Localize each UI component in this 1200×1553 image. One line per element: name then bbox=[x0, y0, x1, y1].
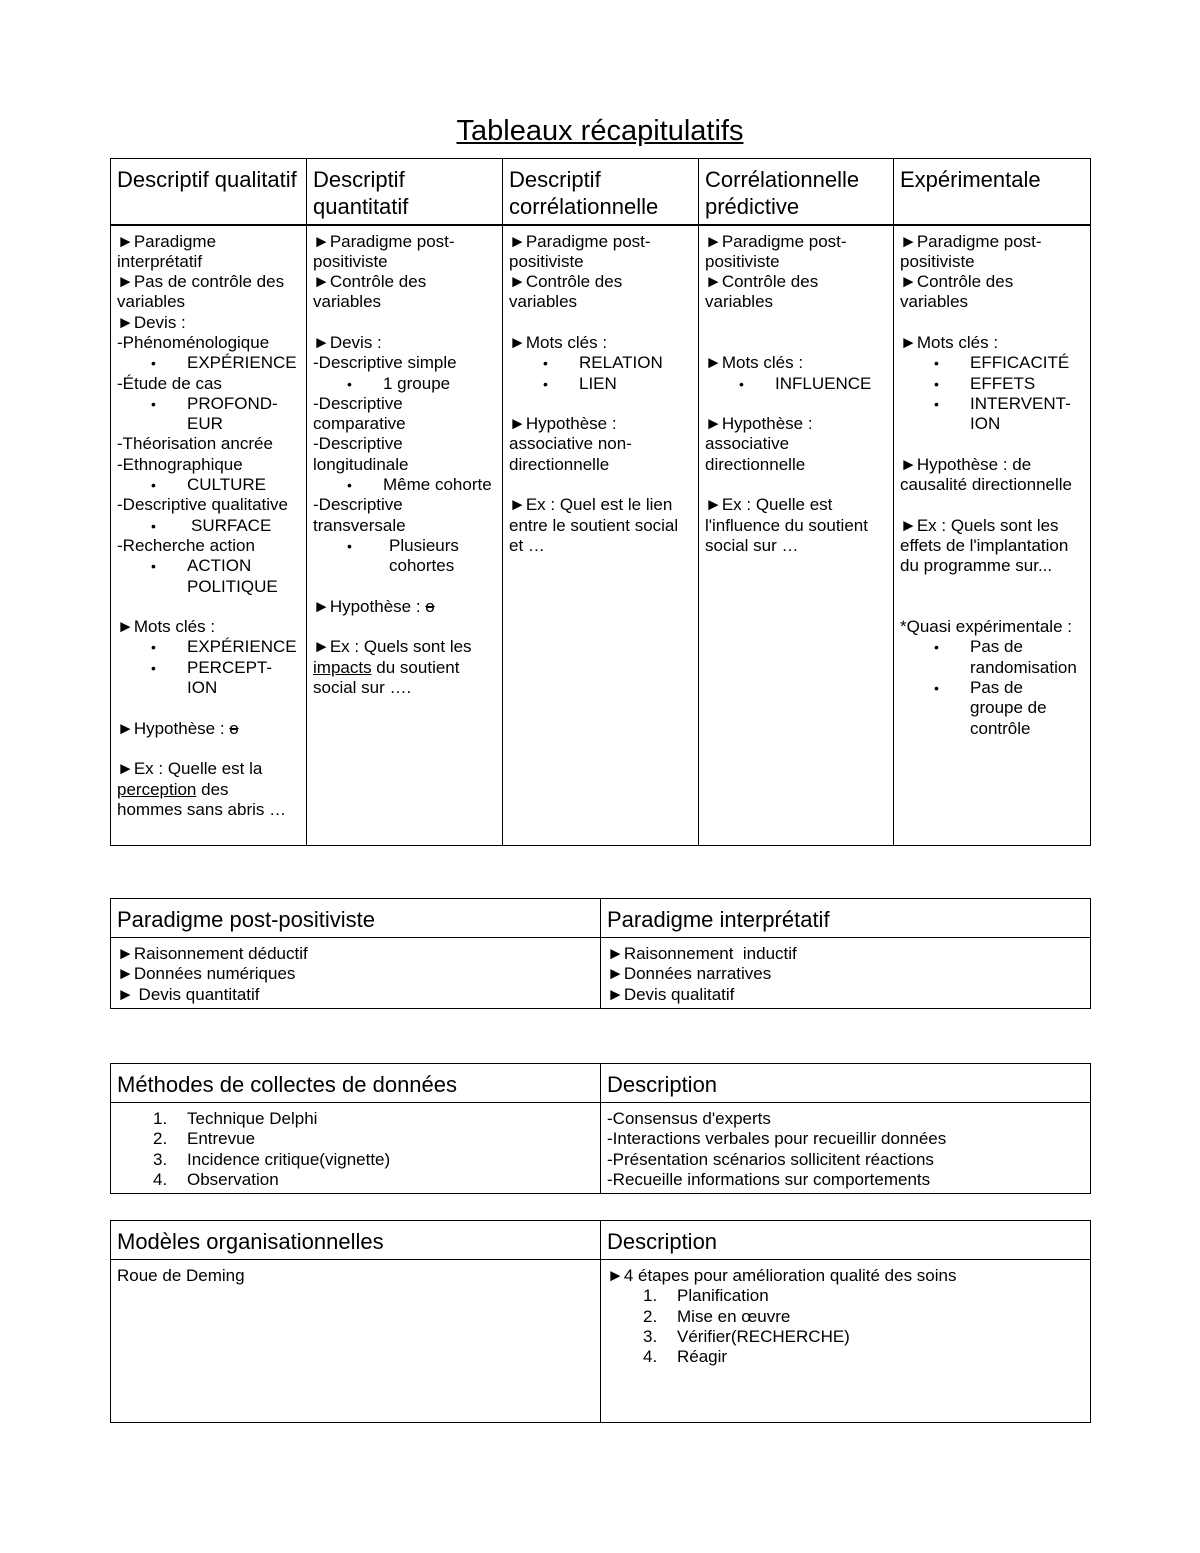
text-line: Roue de Deming bbox=[117, 1266, 245, 1285]
text-line: -Descriptive bbox=[313, 393, 403, 413]
hypothesis-label: ►Hypothèse : bbox=[117, 718, 230, 738]
header-description: Description bbox=[601, 1064, 1091, 1103]
text-line: ►Ex : Quelle est la bbox=[117, 759, 263, 779]
text-line: -Théorisation ancrée bbox=[117, 434, 273, 454]
header-descriptif-qualitatif: Descriptif qualitatif bbox=[111, 159, 307, 225]
text-line: hommes sans abris … bbox=[117, 799, 287, 819]
text-line: ►Ex : Quels sont les bbox=[900, 515, 1059, 535]
bullet-item: • PERCEPT- bbox=[117, 658, 300, 678]
text-line: -Descriptive simple bbox=[313, 353, 457, 373]
text-line: variables bbox=[509, 292, 578, 312]
text-line: *Quasi expérimentale : bbox=[900, 617, 1072, 637]
cell-descriptif-qualitatif bbox=[111, 225, 307, 846]
text-line: entre le soutient social bbox=[509, 515, 679, 535]
cell-experimentale bbox=[894, 225, 1091, 846]
text-line: ►4 étapes pour amélioration qualité des soins bbox=[607, 1266, 957, 1285]
list-number: 3. bbox=[153, 1149, 168, 1169]
bullet-item: • EXPÉRIENCE bbox=[117, 353, 300, 373]
text-line: longitudinale bbox=[313, 454, 409, 474]
text-line: positiviste bbox=[509, 251, 584, 271]
text-line: ►Paradigme post- bbox=[509, 231, 651, 251]
text-line: associative bbox=[705, 434, 790, 454]
hypothesis-line bbox=[313, 597, 496, 617]
text-line: -Étude de cas bbox=[117, 373, 222, 393]
list-text: Observation bbox=[187, 1169, 279, 1189]
text-line: -Phénoménologique bbox=[117, 332, 270, 352]
underlined-word: perception bbox=[117, 779, 197, 799]
hypothesis-line bbox=[117, 719, 300, 739]
text-line: et … bbox=[509, 535, 545, 555]
text-line: -Descriptive qualitative bbox=[117, 495, 289, 515]
header-correlationnelle-predictive: Corrélationnelle prédictive bbox=[699, 159, 894, 225]
list-number: 4. bbox=[153, 1169, 168, 1189]
header-descriptif-quantitatif: Descriptif quantitatif bbox=[307, 159, 503, 225]
text-line: ►Données numériques bbox=[117, 964, 296, 984]
text-line: positiviste bbox=[313, 251, 388, 271]
cell-methodes bbox=[111, 1103, 601, 1194]
bullet-item: • Pas de bbox=[900, 678, 1084, 698]
list-text: Incidence critique(vignette) bbox=[187, 1149, 391, 1169]
bullet-item: • SURFACE bbox=[117, 516, 300, 536]
text-line: ►Contrôle des bbox=[900, 272, 1014, 292]
cell-interpretatif bbox=[601, 938, 1091, 1009]
text-line: cohortes bbox=[389, 556, 455, 576]
list-item bbox=[607, 1347, 1084, 1367]
list-item bbox=[607, 1327, 1084, 1347]
text-line: ► Devis quantitatif bbox=[117, 984, 260, 1004]
text-line: ►Devis : bbox=[313, 332, 382, 352]
text-line: ►Ex : Quelle est bbox=[705, 495, 833, 515]
text-line: ►Paradigme post- bbox=[705, 231, 847, 251]
list-item bbox=[117, 1109, 594, 1129]
list-item bbox=[117, 1170, 594, 1190]
text-line: social sur …. bbox=[313, 678, 412, 698]
list-text: Planification bbox=[677, 1286, 769, 1306]
text-line: -Recueille informations sur comportements bbox=[607, 1169, 931, 1189]
text-line: -Consensus d'experts bbox=[607, 1109, 771, 1128]
page-title: Tableaux récapitulatifs bbox=[456, 115, 744, 147]
header-description: Description bbox=[601, 1221, 1091, 1260]
text-line: EUR bbox=[187, 414, 223, 434]
text-line: -Ethnographique bbox=[117, 454, 243, 474]
text-line: -Présentation scénarios sollicitent réactions bbox=[607, 1149, 934, 1169]
cell-descriptions bbox=[601, 1103, 1091, 1194]
list-number: 3. bbox=[643, 1326, 658, 1346]
text-fragment: des bbox=[196, 779, 229, 799]
bullet-item: • Plusieurs bbox=[313, 536, 496, 556]
list-text: Réagir bbox=[677, 1347, 728, 1367]
cell-model-description bbox=[601, 1260, 1091, 1423]
list-number: 4. bbox=[643, 1347, 658, 1367]
text-line: randomisation bbox=[970, 657, 1077, 677]
bullet-item: • LIEN bbox=[509, 374, 692, 394]
hypothesis-label: ►Hypothèse : bbox=[313, 596, 426, 616]
cell-descriptif-correlationnelle bbox=[503, 225, 699, 846]
data-collection-table bbox=[110, 1063, 1091, 1194]
text-line: groupe de bbox=[970, 698, 1047, 718]
text-line: ►Paradigme bbox=[117, 231, 217, 251]
bullet-item: • INTERVENT- bbox=[900, 394, 1084, 414]
text-line: comparative bbox=[313, 414, 406, 434]
organizational-models-table bbox=[110, 1220, 1091, 1423]
example-line bbox=[313, 658, 496, 678]
text-line: ION bbox=[187, 678, 218, 698]
text-line: positiviste bbox=[705, 251, 780, 271]
text-line: ►Ex : Quels sont les bbox=[313, 637, 472, 657]
text-line: associative non- bbox=[509, 434, 632, 454]
text-line: variables bbox=[117, 292, 186, 312]
text-line: ►Contrôle des bbox=[313, 272, 427, 292]
header-post-positiviste: Paradigme post-positiviste bbox=[111, 899, 601, 938]
text-line: ►Mots clés : bbox=[900, 332, 999, 352]
text-line: -Interactions verbales pour recueillir données bbox=[607, 1129, 947, 1149]
text-line: ►Pas de contrôle des bbox=[117, 272, 285, 292]
header-interpretatif: Paradigme interprétatif bbox=[601, 899, 1091, 938]
header-experimentale: Expérimentale bbox=[894, 159, 1091, 225]
text-line: effets de l'implantation bbox=[900, 535, 1069, 555]
text-line: ►Contrôle des bbox=[705, 272, 819, 292]
text-line: POLITIQUE bbox=[187, 576, 278, 596]
text-line: ION bbox=[970, 414, 1001, 434]
text-line: ►Devis qualitatif bbox=[607, 984, 735, 1004]
list-item bbox=[117, 1129, 594, 1149]
text-line: ►Contrôle des bbox=[509, 272, 623, 292]
list-item bbox=[117, 1150, 594, 1170]
text-line: transversale bbox=[313, 515, 406, 535]
underlined-word: impacts bbox=[313, 657, 372, 677]
text-line: variables bbox=[705, 292, 774, 312]
hypothesis-symbol: ɵ bbox=[229, 718, 239, 738]
bullet-item: • ACTION bbox=[117, 556, 300, 576]
text-line: ►Ex : Quel est le lien bbox=[509, 495, 673, 515]
bullet-item: • EXPÉRIENCE bbox=[117, 637, 300, 657]
text-line: ►Paradigme post- bbox=[900, 231, 1042, 251]
bullet-item: • PROFOND- bbox=[117, 394, 300, 414]
text-line: du programme sur... bbox=[900, 556, 1053, 576]
bullet-item: • Pas de bbox=[900, 637, 1084, 657]
text-line: ►Devis : bbox=[117, 312, 186, 332]
text-line: causalité directionnelle bbox=[900, 475, 1072, 495]
list-text: Technique Delphi bbox=[187, 1109, 318, 1128]
header-methodes: Méthodes de collectes de données bbox=[111, 1064, 601, 1103]
text-line: ►Mots clés : bbox=[117, 617, 216, 637]
text-line: variables bbox=[900, 292, 969, 312]
text-line: -Descriptive bbox=[313, 495, 403, 515]
list-text: Vérifier(RECHERCHE) bbox=[677, 1326, 850, 1346]
header-modeles: Modèles organisationnelles bbox=[111, 1221, 601, 1260]
text-fragment: du soutient bbox=[371, 657, 460, 677]
bullet-item: • CULTURE bbox=[117, 475, 300, 495]
list-number: 2. bbox=[153, 1129, 168, 1149]
list-item bbox=[607, 1286, 1084, 1306]
text-line: l'influence du soutient bbox=[705, 515, 868, 535]
text-line: ►Mots clés : bbox=[509, 332, 608, 352]
list-number: 1. bbox=[153, 1109, 168, 1128]
hypothesis-symbol: ɵ bbox=[425, 596, 435, 616]
bullet-item: • EFFICACITÉ bbox=[900, 353, 1084, 373]
cell-descriptif-quantitatif bbox=[307, 225, 503, 846]
bullet-item: • Même cohorte bbox=[313, 475, 496, 495]
text-line: ►Mots clés : bbox=[705, 353, 804, 373]
list-number: 1. bbox=[643, 1286, 658, 1306]
cell-post-positiviste bbox=[111, 938, 601, 1009]
paradigms-table bbox=[110, 898, 1091, 1009]
bullet-item: • INFLUENCE bbox=[705, 374, 887, 394]
bullet-item: • RELATION bbox=[509, 353, 692, 373]
text-line: directionnelle bbox=[705, 454, 806, 474]
text-line: ►Données narratives bbox=[607, 964, 772, 984]
text-line: ►Hypothèse : de bbox=[900, 454, 1032, 474]
list-item bbox=[607, 1307, 1084, 1327]
list-text: Mise en œuvre bbox=[677, 1306, 791, 1326]
text-line: ►Hypothèse : bbox=[509, 414, 617, 434]
text-line: ►Paradigme post- bbox=[313, 231, 455, 251]
text-line: interprétatif bbox=[117, 251, 203, 271]
text-line: directionnelle bbox=[509, 454, 610, 474]
list-text: Entrevue bbox=[187, 1129, 256, 1149]
research-designs-table bbox=[110, 158, 1091, 846]
example-line bbox=[117, 780, 300, 800]
text-line: variables bbox=[313, 292, 382, 312]
cell-correlationnelle-predictive bbox=[699, 225, 894, 846]
text-line: ►Raisonnement déductif bbox=[117, 944, 308, 963]
header-descriptif-correlationnelle: Descriptif corrélationnelle bbox=[503, 159, 699, 225]
text-line: -Recherche action bbox=[117, 535, 255, 555]
text-line: -Descriptive bbox=[313, 434, 403, 454]
text-line: ►Raisonnement inductif bbox=[607, 944, 797, 963]
text-line: contrôle bbox=[970, 718, 1031, 738]
bullet-item: • EFFETS bbox=[900, 374, 1084, 394]
text-line: ►Hypothèse : bbox=[705, 414, 813, 434]
cell-model-name bbox=[111, 1260, 601, 1423]
text-line: social sur … bbox=[705, 535, 799, 555]
bullet-item: • 1 groupe bbox=[313, 374, 496, 394]
list-number: 2. bbox=[643, 1306, 658, 1326]
text-line: positiviste bbox=[900, 251, 975, 271]
